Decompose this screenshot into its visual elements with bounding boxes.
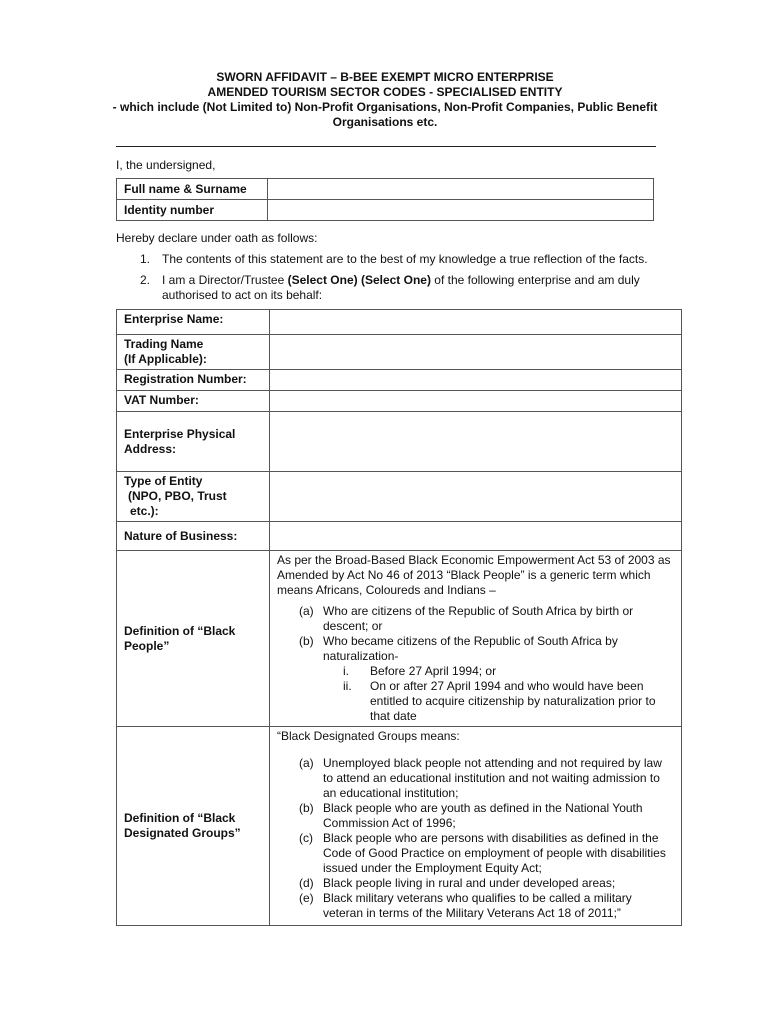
document-title [110,70,660,130]
list-item-text: Who are citizens of the Republic of South Africa by birth or descent; or [323,604,634,633]
list-item [277,801,674,831]
label-line: People” [124,638,170,653]
list-item-text: Black military veterans who qualifies to be called a military veteran in terms of the Military Veterans Act 18 of 2011;” [323,891,632,920]
physical-address-field[interactable] [270,412,682,472]
list-marker: (e) [299,891,314,905]
trading-name-field[interactable] [270,335,682,370]
select-one-dropdown[interactable]: (Select One) (Select One) [287,273,431,287]
table-row [117,370,682,391]
personal-details-table [116,178,654,221]
list-item-text: Black people who are youth as defined in the National Youth Commission Act of 1996; [323,801,643,830]
list-marker: i. [343,664,349,678]
list-item [277,756,674,801]
enterprise-table [116,309,682,926]
registration-number-label: Registration Number: [117,370,270,391]
statement-number: 2. [140,273,151,287]
list-item-text: Black people living in rural and under developed areas; [323,876,616,890]
list-item [277,876,674,891]
statement-number: 1. [140,252,151,266]
list-item [277,634,674,724]
table-row [117,522,682,551]
designated-groups-definition [270,727,682,926]
statement-text [162,273,660,303]
list-item-text: Who became citizens of the Republic of South Africa by naturalization- [323,634,618,663]
list-marker: (d) [299,876,314,890]
identity-number-field[interactable] [268,200,654,221]
list-marker: (b) [299,634,314,648]
title-divider [116,146,656,147]
label-line: Definition of “Black [124,623,236,638]
list-item [323,664,674,679]
registration-number-field[interactable] [270,370,682,391]
list-marker: ii. [343,679,352,693]
declare-text: Hereby declare under oath as follows: [116,231,318,245]
physical-address-label [117,412,270,472]
vat-number-label: VAT Number: [117,391,270,412]
vat-number-field[interactable] [270,391,682,412]
full-name-field[interactable] [268,179,654,200]
list-item [277,891,674,921]
definition-intro: As per the Broad-Based Black Economic Empowerment Act 53 of 2003 as Amended by Act No 46 of 2013 “Black People” is a generic term which means Africans, Coloureds and Indians – [277,553,671,597]
type-of-entity-label [117,472,270,522]
nature-of-business-field[interactable] [270,522,682,551]
definition-intro: “Black Designated Groups means: [277,729,460,743]
table-row [117,412,682,472]
list-marker: (b) [299,801,314,815]
trading-name-label [117,335,270,370]
table-row [117,551,682,727]
table-row [117,335,682,370]
list-marker: (a) [299,756,314,770]
full-name-label: Full name & Surname [117,179,268,200]
title-line-2: AMENDED TOURISM SECTOR CODES - SPECIALISED ENTITY [207,85,563,99]
title-line-3: - which include (Not Limited to) Non-Profit Organisations, Non-Profit Companies, Public Benefit Organisations etc. [112,100,658,129]
statement-text-part: of the following enterprise and am duly authorised to act on its behalf: [162,273,640,302]
table-row [117,310,682,335]
table-row [117,472,682,522]
label-line: (If Applicable): [124,352,207,366]
label-line: Trading Name [124,337,204,351]
label-line: Enterprise Physical [124,426,236,441]
list-item [277,831,674,876]
label-line: Type of Entity [124,474,203,488]
definition-list [277,604,674,724]
label-line: Definition of “Black [124,811,236,825]
statement-1 [140,252,660,267]
list-item-text: Before 27 April 1994; or [370,664,497,678]
enterprise-name-label: Enterprise Name: [117,310,270,335]
table-row [117,179,654,200]
label-line: (NPO, PBO, Trust [128,489,227,503]
list-item [277,604,674,634]
nature-of-business-label: Nature of Business: [117,522,270,551]
title-line-1: SWORN AFFIDAVIT – B-BEE EXEMPT MICRO ENTERPRISE [216,70,554,84]
statement-text: The contents of this statement are to the best of my knowledge a true reflection of the facts. [162,252,648,266]
list-item-text: On or after 27 April 1994 and who would have been entitled to acquire citizenship by naturalization prior to that date [370,679,656,723]
black-people-label [117,551,270,727]
black-people-definition [270,551,682,727]
list-item [323,679,674,724]
definition-sublist [323,664,674,724]
label-line: etc.): [130,504,159,518]
list-marker: (a) [299,604,314,618]
definition-list [277,756,674,921]
list-item-text: Black people who are persons with disabilities as defined in the Code of Good Practice on employment of people with disabilities issued under the Employment Equity Act; [323,831,666,875]
label-line: Designated Groups” [124,826,241,840]
table-row [117,200,654,221]
type-of-entity-field[interactable] [270,472,682,522]
statement-text-part: I am a Director/Trustee [162,273,288,287]
identity-number-label: Identity number [117,200,268,221]
statement-2 [140,273,660,303]
list-item-text: Unemployed black people not attending and not required by law to attend an educational institution and not waiting admission to an educational institution; [323,756,662,800]
table-row [117,391,682,412]
label-line: Address: [124,441,177,456]
list-marker: (c) [299,831,313,845]
intro-text: I, the undersigned, [116,158,216,172]
designated-groups-label [117,727,270,926]
enterprise-name-field[interactable] [270,310,682,335]
table-row [117,727,682,926]
